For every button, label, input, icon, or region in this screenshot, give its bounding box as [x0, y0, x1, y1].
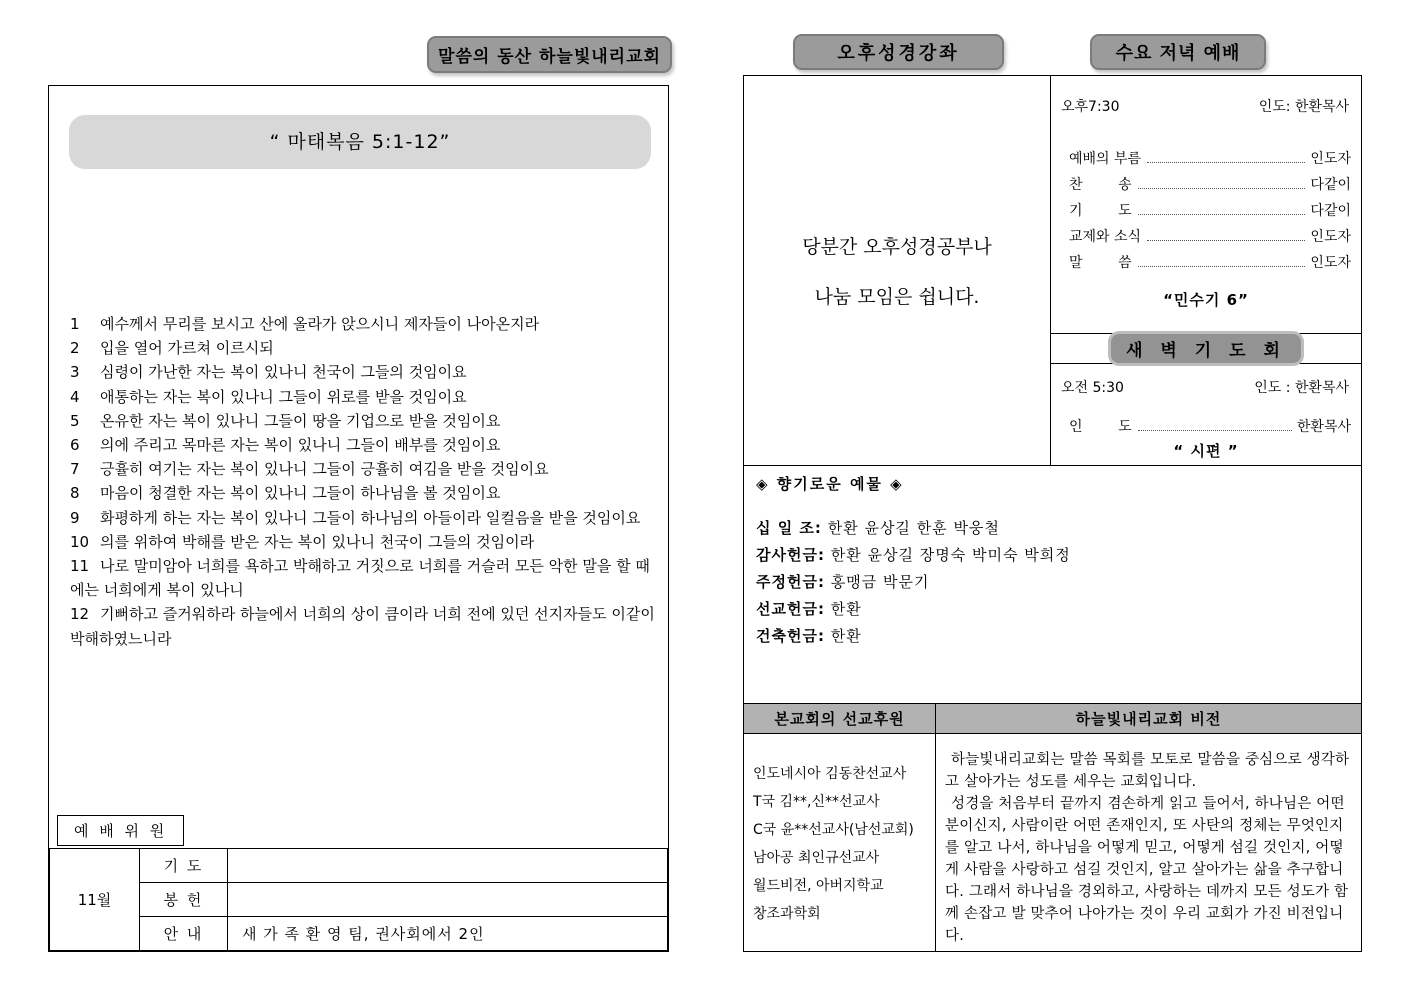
- dawn-scripture: “ 시편 ”: [1173, 442, 1239, 460]
- offering-item: [756, 623, 1349, 650]
- verse-text: 의에 주리고 목마른 자는 복이 있나니 그들이 배부를 것임이요: [100, 436, 501, 455]
- mission-item: 남아공 최인규선교사: [753, 850, 880, 866]
- offering-names: 한환: [830, 600, 862, 618]
- right-page: [743, 75, 1362, 952]
- verse-number: 12: [70, 605, 90, 624]
- dotted-leader: [1138, 214, 1306, 215]
- vision-paragraph: 하늘빛내리교회는 말씀 목회를 모토로 말씀을 중심으로 생각하고 살아가는 성도를 세우는 교회입니다.: [945, 752, 1350, 790]
- wednesday-order: [1061, 142, 1351, 272]
- notice-line: 당분간 오후성경공부나: [802, 236, 992, 258]
- verse-line: [70, 385, 655, 409]
- left-page: [48, 85, 669, 952]
- church-vision-header: 하늘빛내리교회 비전: [1075, 710, 1222, 728]
- duty-table: [49, 848, 668, 951]
- verse-number: 6: [70, 436, 80, 455]
- duty-label-prayer: 기 도: [140, 849, 228, 883]
- top-section: [744, 76, 1361, 466]
- order-value: 다같이: [1310, 203, 1351, 219]
- verse-number: 11: [70, 557, 90, 576]
- duty-value-prayer: [228, 849, 668, 883]
- order-item: [1061, 220, 1351, 246]
- wednesday-worship-cell: [1051, 76, 1361, 465]
- verse-line: [70, 433, 655, 457]
- dotted-leader: [1138, 430, 1292, 431]
- order-label: 기 도: [1069, 203, 1132, 219]
- verse-text: 심령이 가난한 자는 복이 있나니 천국이 그들의 것임이요: [100, 363, 467, 382]
- verse-number: 10: [70, 532, 90, 551]
- mission-support-list: [744, 734, 936, 951]
- verse-text: 예수께서 무리를 보시고 산에 올라가 앉으시니 제자들이 나아온지라: [100, 315, 540, 333]
- verse-number: 3: [70, 363, 80, 382]
- verse-number: 5: [70, 411, 80, 430]
- offering-label: 십 일 조:: [756, 519, 822, 537]
- verse-line: [70, 554, 655, 602]
- order-label: 찬 송: [1069, 177, 1132, 193]
- order-value: 인도자: [1310, 255, 1351, 271]
- offering-item: [756, 569, 1349, 596]
- mission-item: T국 김**,신**선교사: [753, 794, 880, 810]
- verse-text: 긍휼히 여기는 자는 복이 있나니 그들이 긍휼히 여김을 받을 것임이요: [100, 460, 549, 479]
- mission-item: C국 윤**선교사(남선교회): [753, 822, 914, 838]
- duty-label-offering: 봉 헌: [140, 883, 228, 917]
- offerings-section: [744, 466, 1361, 704]
- wednesday-leader: 인도: 한환목사: [1258, 99, 1349, 115]
- notice-line: 나눔 모임은 쉽니다.: [814, 286, 980, 308]
- dotted-leader: [1147, 240, 1305, 241]
- dawn-header: [1061, 364, 1351, 397]
- verse-line: [70, 336, 655, 360]
- church-vision-text: [936, 734, 1361, 951]
- order-item: [1061, 168, 1351, 194]
- offerings-title: ◈ 향기로운 예물 ◈: [756, 475, 904, 493]
- order-label: 말 씀: [1069, 255, 1132, 271]
- scripture-passage: [70, 312, 655, 651]
- mission-item: 창조과학회: [753, 906, 821, 922]
- verse-number: 8: [70, 484, 80, 503]
- table-row: [50, 849, 668, 883]
- verse-line: [70, 506, 655, 530]
- dawn-prayer-bar: [1051, 333, 1361, 364]
- verse-text: 입을 열어 가르쳐 이르시되: [100, 339, 274, 358]
- order-label: 교제와 소식: [1069, 229, 1142, 245]
- order-item: [1061, 142, 1351, 168]
- offering-names: 한환: [830, 627, 862, 645]
- order-value: 다같이: [1310, 177, 1351, 193]
- verse-number: 1: [70, 315, 80, 333]
- verse-line: [70, 457, 655, 481]
- order-value: 인도자: [1310, 151, 1351, 167]
- verse-line: [70, 530, 655, 554]
- verse-line: [70, 360, 655, 384]
- verse-text: 온유한 자는 복이 있나니 그들이 땅을 기업으로 받을 것임이요: [100, 411, 501, 430]
- duty-value-guide: 새 가 족 환 영 팀, 권사회에서 2인: [228, 917, 668, 951]
- dotted-leader: [1138, 266, 1306, 267]
- vision-paragraph: 성경을 처음부터 끝까지 겸손하게 읽고 들어서, 하나님은 어떤 분이신지, 사람이란 어떤 존재인지, 또 사탄의 정체는 무엇인지를 알고 나서, 하나님을 어떻게 믿고, 어떻게 섬길 것인지, 어떻게 사람을 사랑하고 섬길 것인지, 알고 살아가는 삶을 추구합니다. 그래서 하나님을 경외하고, 사랑하는 데까지 모든 성도가 함께 손잡고 발 맞추어 나아가는 것이 우리 교회가 가진 비전입니다.: [945, 796, 1349, 944]
- offering-item: [756, 596, 1349, 623]
- order-value: 인도자: [1310, 229, 1351, 245]
- verse-line: [70, 602, 655, 650]
- verse-text: 의를 위하여 박해를 받은 자는 복이 있나니 천국이 그들의 것임이라: [100, 532, 535, 551]
- order-item: [1061, 410, 1351, 436]
- duty-label-guide: 안 내: [140, 917, 228, 951]
- verse-number: 2: [70, 339, 80, 358]
- offering-item: [756, 515, 1349, 542]
- church-name-badge: 말씀의 동산 하늘빛내리교회: [427, 36, 672, 73]
- mission-item: 월드비전, 아버지학교: [753, 878, 884, 894]
- verse-number: 9: [70, 508, 80, 527]
- offering-label: 건축헌금:: [756, 627, 825, 645]
- offering-names: 한환 윤상길 장명숙 박미숙 박희정: [830, 546, 1071, 564]
- wednesday-scripture: “민수기 6”: [1163, 291, 1249, 309]
- verse-text: 기뻐하고 즐거워하라 하늘에서 너희의 상이 큼이라 너희 전에 있던 선지자들도 이같이 박해하였느니라: [70, 605, 655, 648]
- order-label: 예배의 부름: [1069, 151, 1142, 167]
- order-value: 한환목사: [1296, 419, 1351, 435]
- verse-text: 애통하는 자는 복이 있나니 그들이 위로를 받을 것임이요: [100, 387, 467, 406]
- order-label: 인 도: [1069, 419, 1132, 435]
- wednesday-time: 오후7:30: [1061, 99, 1120, 115]
- scripture-title: “ 마태복음 5:1-12”: [69, 115, 651, 169]
- wednesday-header: [1061, 76, 1351, 116]
- dawn-leader: 인도 : 한환목사: [1254, 380, 1349, 396]
- verse-line: [70, 481, 655, 505]
- bottom-table-headers: [744, 704, 1361, 734]
- afternoon-lecture-cell: [744, 76, 1051, 465]
- dawn-prayer-badge: 새 벽 기 도 회: [1111, 334, 1301, 363]
- offering-names: 홍맹금 박문기: [830, 573, 930, 591]
- order-item: [1061, 194, 1351, 220]
- dawn-time: 오전 5:30: [1061, 380, 1124, 396]
- offering-label: 감사헌금:: [756, 546, 825, 564]
- mission-item: 인도네시아 김동찬선교사: [753, 766, 907, 782]
- dotted-leader: [1147, 162, 1305, 163]
- order-item: [1061, 246, 1351, 272]
- offering-item: [756, 542, 1349, 569]
- verse-text: 마음이 청결한 자는 복이 있나니 그들이 하나님을 볼 것임이요: [100, 484, 501, 503]
- offering-label: 주정헌금:: [756, 573, 825, 591]
- verse-line: [70, 312, 655, 336]
- table-row: [50, 917, 668, 951]
- verse-number: 4: [70, 387, 80, 406]
- duty-month: 11월: [50, 849, 140, 951]
- mission-support-header: 본교회의 선교후원: [744, 704, 936, 733]
- offering-label: 선교헌금:: [756, 600, 825, 618]
- wednesday-evening-worship-badge: 수요 저녁 예배: [1090, 34, 1266, 70]
- bottom-table-body: [744, 734, 1361, 951]
- verse-line: [70, 409, 655, 433]
- worship-committee-label: 예 배 위 원: [57, 815, 184, 846]
- dotted-leader: [1138, 188, 1306, 189]
- duty-value-offering: [228, 883, 668, 917]
- table-row: [50, 883, 668, 917]
- verse-text: 나로 말미암아 너희를 욕하고 박해하고 거짓으로 너희를 거슬러 모든 악한 말을 할 때에는 너희에게 복이 있나니: [70, 557, 650, 600]
- verse-text: 화평하게 하는 자는 복이 있나니 그들이 하나님의 아들이라 일컬음을 받을 것임이요: [100, 508, 641, 527]
- afternoon-bible-lecture-badge: 오후성경강좌: [793, 34, 1004, 70]
- offerings-list: [756, 515, 1349, 650]
- verse-number: 7: [70, 460, 80, 479]
- offering-names: 한환 윤상길 한훈 박웅철: [827, 519, 1000, 537]
